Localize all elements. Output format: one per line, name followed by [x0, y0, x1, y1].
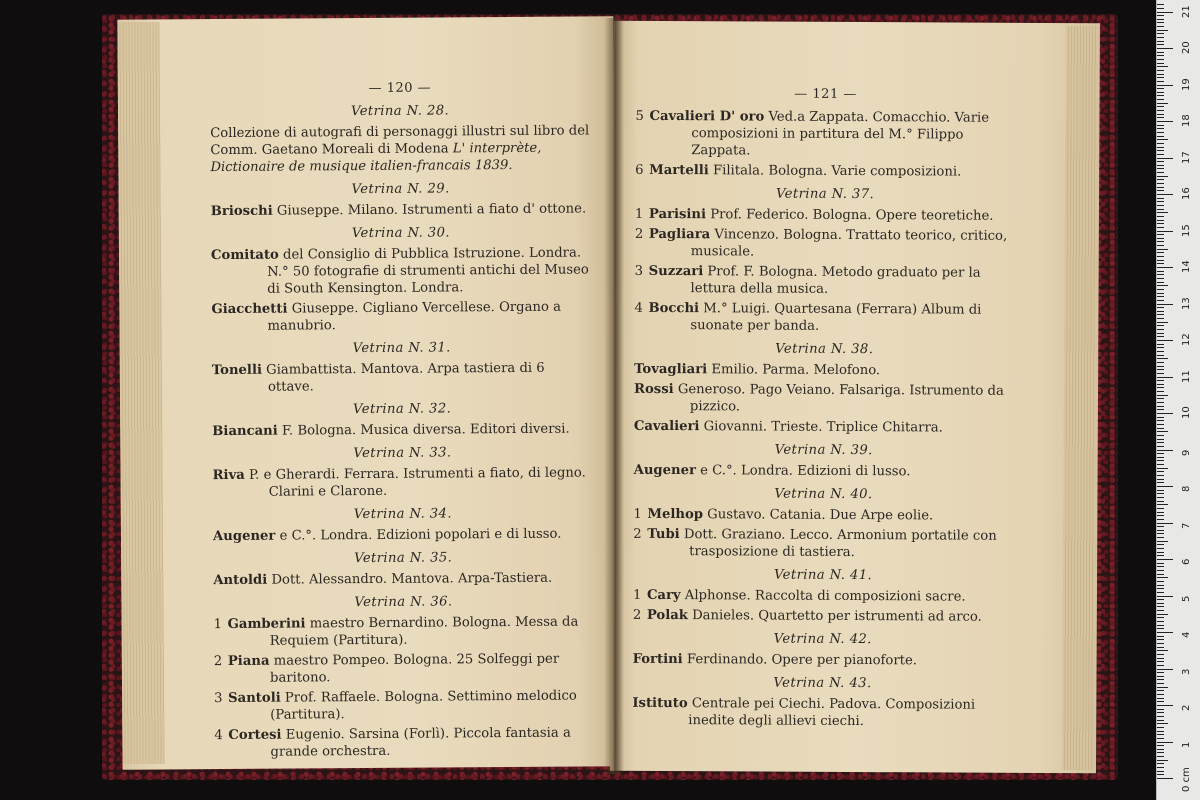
ruler-label: 8 — [1181, 485, 1192, 492]
ruler-tick — [1157, 734, 1164, 735]
ruler-tick — [1157, 282, 1164, 283]
ruler-tick — [1157, 387, 1164, 388]
ruler-tick — [1157, 749, 1164, 750]
ruler-tick — [1157, 241, 1164, 242]
ruler-tick — [1157, 727, 1164, 728]
ruler-tick — [1157, 596, 1173, 597]
ruler-tick — [1157, 712, 1164, 713]
ruler-tick — [1157, 504, 1168, 505]
ruler-tick — [1157, 190, 1164, 191]
ruler-label: 13 — [1181, 296, 1192, 310]
ruler-tick — [1157, 548, 1164, 549]
ruler-tick — [1157, 311, 1164, 312]
ruler-tick — [1157, 698, 1164, 699]
ruler-tick — [1157, 552, 1164, 553]
ruler-tick — [1157, 490, 1164, 491]
ruler-tick — [1157, 26, 1164, 27]
ruler-tick — [1157, 592, 1164, 593]
ruler-tick — [1157, 457, 1164, 458]
ruler-tick — [1157, 369, 1164, 370]
ruler-tick — [1157, 362, 1164, 363]
ruler-tick — [1157, 59, 1164, 60]
ruler-tick — [1157, 690, 1164, 691]
ruler-tick — [1157, 70, 1164, 71]
ruler-tick — [1157, 446, 1164, 447]
vetrina-heading: Vetrina N. 37. — [775, 186, 875, 203]
vetrina-heading: Vetrina N. 42. — [773, 631, 872, 648]
ruler-tick — [1157, 654, 1164, 655]
ruler-tick — [1157, 384, 1164, 385]
ruler-tick — [1157, 358, 1168, 359]
ruler-tick — [1157, 574, 1164, 575]
ruler-tick — [1157, 479, 1164, 480]
vetrina-heading: Vetrina N. 40. — [774, 486, 873, 503]
ruler-tick — [1157, 428, 1164, 429]
ruler-tick — [1157, 95, 1164, 96]
ruler-tick — [1157, 30, 1168, 31]
list-item: Augener e C.°. Londra. Edizioni di lusso. — [633, 462, 911, 480]
ruler-tick — [1157, 41, 1164, 42]
ruler-tick — [1157, 128, 1164, 129]
ruler-tick — [1157, 606, 1164, 607]
ruler-tick — [1157, 435, 1164, 436]
ruler-tick — [1157, 44, 1164, 45]
list-item: 2 Tubi Dott. Graziano. Lecco. Armonium portatile con trasposizione di tastiera. — [633, 526, 997, 561]
ruler-tick — [1157, 212, 1168, 213]
ruler-tick — [1157, 497, 1164, 498]
ruler-label: 11 — [1181, 369, 1192, 383]
ruler-tick — [1157, 260, 1164, 261]
ruler-tick — [1157, 176, 1168, 177]
ruler-label: 16 — [1181, 187, 1192, 200]
ruler-tick — [1157, 533, 1164, 534]
ruler-label: 5 — [1181, 595, 1192, 602]
ruler-label: 9 — [1181, 449, 1192, 456]
vetrina-heading: Vetrina N. 31. — [352, 340, 451, 357]
book-gutter — [604, 18, 624, 774]
list-item: 5 Cavalieri D' oro Ved.a Zappata. Comacchio. Varie composizioni in partitura del M.° Filippo Zappata. — [635, 108, 990, 159]
ruler-label: 14 — [1181, 260, 1192, 273]
ruler-tick — [1157, 526, 1164, 527]
ruler-tick — [1157, 599, 1164, 600]
ruler-tick — [1157, 347, 1164, 348]
ruler-tick — [1157, 147, 1164, 148]
vetrina-heading: Vetrina N. 38. — [775, 341, 874, 358]
list-item: Riva P. e Gherardi. Ferrara. Istrumenti a fiato, di legno. Clarini e Clarone. — [212, 465, 586, 500]
ruler-tick — [1157, 154, 1164, 155]
ruler-tick — [1157, 377, 1173, 378]
ruler-tick — [1157, 139, 1168, 140]
ruler-tick — [1157, 639, 1164, 640]
ruler-tick — [1157, 541, 1168, 542]
ruler-tick — [1157, 194, 1173, 195]
ruler-tick — [1157, 165, 1164, 166]
list-item: 4 Cortesi Eugenio. Sarsina (Forlì). Piccola fantasia a grande orchestra. — [214, 725, 571, 760]
ruler-tick — [1157, 661, 1164, 662]
ruler-label: 17 — [1181, 150, 1192, 164]
ruler-tick — [1157, 172, 1164, 173]
ruler-tick — [1157, 121, 1173, 122]
list-item: 1 Parisini Prof. Federico. Bologna. Opere teoretiche. — [634, 206, 994, 224]
ruler-tick — [1157, 198, 1164, 199]
ruler-tick — [1157, 771, 1164, 772]
ruler-tick — [1157, 285, 1168, 286]
ruler-tick — [1157, 665, 1164, 666]
ruler-tick — [1157, 205, 1164, 206]
ruler-tick — [1157, 464, 1164, 465]
ruler-label: 6 — [1181, 558, 1192, 565]
ruler-tick — [1157, 585, 1164, 586]
ruler-tick — [1157, 92, 1164, 93]
ruler-tick — [1157, 767, 1164, 768]
ruler-tick — [1157, 395, 1168, 396]
list-item: Cavalieri Giovanni. Trieste. Triplice Chitarra. — [633, 418, 943, 436]
ruler-tick — [1157, 676, 1164, 677]
ruler-label: 12 — [1181, 333, 1192, 346]
ruler-tick — [1157, 486, 1173, 487]
ruler-tick — [1157, 720, 1164, 721]
ruler-tick — [1157, 420, 1164, 421]
ruler-tick — [1157, 161, 1164, 162]
vetrina-heading: Vetrina N. 28. — [350, 103, 450, 120]
list-item: Brioschi Giuseppe. Milano. Istrumenti a fiato d' ottone. — [210, 201, 587, 220]
ruler-label: 3 — [1181, 668, 1192, 675]
ruler-tick — [1157, 263, 1164, 264]
vetrina-heading: Vetrina N. 36. — [354, 594, 453, 611]
ruler-tick — [1157, 555, 1164, 556]
ruler-tick — [1157, 760, 1168, 761]
ruler-tick — [1157, 179, 1164, 180]
ruler-tick — [1157, 643, 1164, 644]
ruler-tick — [1157, 110, 1164, 111]
ruler-label: 10 — [1181, 406, 1192, 419]
ruler-tick — [1157, 373, 1164, 374]
list-item: Giacchetti Giuseppe. Cigliano Vercellese. Organo a manubrio. — [211, 299, 562, 334]
ruler-tick — [1157, 563, 1164, 564]
ruler-tick — [1157, 570, 1164, 571]
ruler-tick — [1157, 577, 1168, 578]
ruler-tick — [1157, 296, 1164, 297]
list-item: 2 Pagliara Vincenzo. Bologna. Trattato teorico, critico, musicale. — [634, 226, 1008, 260]
ruler-tick — [1157, 314, 1164, 315]
measuring-ruler — [1156, 0, 1200, 800]
ruler-tick — [1157, 610, 1164, 611]
list-item: 3 Suzzari Prof. F. Bologna. Metodo graduato per la lettura della musica. — [634, 263, 981, 297]
ruler-tick — [1157, 318, 1164, 319]
ruler-tick — [1157, 231, 1173, 232]
ruler-tick — [1157, 8, 1164, 9]
ruler-tick — [1157, 523, 1173, 524]
ruler-tick — [1157, 333, 1164, 334]
ruler-tick — [1157, 453, 1164, 454]
ruler-tick — [1157, 4, 1164, 5]
ruler-tick — [1157, 252, 1164, 253]
ruler-tick — [1157, 475, 1164, 476]
ruler-tick — [1157, 647, 1164, 648]
left-page-text — [210, 78, 595, 764]
ruler-tick — [1157, 238, 1164, 239]
ruler-tick — [1157, 245, 1164, 246]
list-item: Biancani F. Bologna. Musica diversa. Editori diversi. — [212, 421, 570, 440]
ruler-tick — [1157, 293, 1164, 294]
ruler-label: 2 — [1181, 704, 1192, 711]
list-item: Tonelli Giambattista. Mantova. Arpa tastiera di 6 ottave. — [211, 360, 545, 395]
ruler-tick — [1157, 442, 1164, 443]
ruler-tick — [1157, 508, 1164, 509]
ruler-tick — [1157, 763, 1164, 764]
ruler-tick — [1157, 482, 1164, 483]
ruler-tick — [1157, 103, 1168, 104]
ruler-tick — [1157, 220, 1164, 221]
ruler-tick — [1157, 143, 1164, 144]
ruler-tick — [1157, 439, 1164, 440]
ruler-tick — [1157, 778, 1173, 779]
ruler-tick — [1157, 106, 1164, 107]
ruler-label: 18 — [1181, 114, 1192, 127]
list-item: Rossi Generoso. Pago Veiano. Falsariga. Istrumento da pizzico. — [633, 381, 1004, 415]
ruler-tick — [1157, 325, 1164, 326]
ruler-tick — [1157, 15, 1164, 16]
ruler-tick — [1157, 398, 1164, 399]
ruler-tick — [1157, 431, 1168, 432]
ruler-tick — [1157, 256, 1164, 257]
ruler-tick — [1157, 81, 1164, 82]
ruler-tick — [1157, 278, 1164, 279]
ruler-tick — [1157, 391, 1164, 392]
ruler-tick — [1157, 723, 1168, 724]
ruler-tick — [1157, 33, 1164, 34]
ruler-tick — [1157, 709, 1164, 710]
ruler-tick — [1157, 48, 1173, 49]
ruler-tick — [1157, 114, 1164, 115]
ruler-tick — [1157, 209, 1164, 210]
list-item: Tovagliari Emilio. Parma. Melofono. — [634, 361, 881, 379]
ruler-tick — [1157, 672, 1164, 673]
ruler-tick — [1157, 22, 1164, 23]
ruler-tick — [1157, 424, 1164, 425]
ruler-tick — [1157, 77, 1164, 78]
vetrina-heading: Vetrina N. 33. — [353, 445, 452, 462]
right-page-number: — 121 — — [794, 86, 857, 103]
ruler-tick — [1157, 300, 1164, 301]
ruler-tick — [1157, 669, 1173, 670]
ruler-tick — [1157, 742, 1173, 743]
ruler-unit-label: 0 cm — [1181, 767, 1192, 792]
ruler-tick — [1157, 614, 1168, 615]
ruler-tick — [1157, 512, 1164, 513]
list-item: 2 Polak Danieles. Quartetto per istrumenti ad arco. — [632, 607, 982, 625]
ruler-tick — [1157, 183, 1164, 184]
ruler-tick — [1157, 66, 1168, 67]
ruler-tick — [1157, 493, 1164, 494]
ruler-tick — [1157, 85, 1173, 86]
list-item: 1 Cary Alphonse. Raccolta di composizioni sacre. — [632, 587, 966, 605]
list-item: Istituto Centrale pei Ciechi. Padova. Composizioni inedite degli allievi ciechi. — [632, 695, 976, 730]
ruler-tick — [1157, 621, 1164, 622]
ruler-tick — [1157, 132, 1164, 133]
vetrina-heading: Vetrina N. 30. — [351, 225, 450, 242]
ruler-tick — [1157, 355, 1164, 356]
ruler-tick — [1157, 274, 1164, 275]
ruler-tick — [1157, 603, 1164, 604]
ruler-tick — [1157, 413, 1173, 414]
ruler-tick — [1157, 380, 1164, 381]
ruler-tick — [1157, 471, 1164, 472]
ruler-tick — [1157, 530, 1164, 531]
ruler-tick — [1157, 52, 1164, 53]
ruler-tick — [1157, 687, 1168, 688]
ruler-tick — [1157, 304, 1173, 305]
ruler-tick — [1157, 55, 1164, 56]
ruler-tick — [1157, 409, 1164, 410]
ruler-tick — [1157, 187, 1164, 188]
ruler-tick — [1157, 63, 1164, 64]
ruler-tick — [1157, 150, 1164, 151]
ruler-tick — [1157, 168, 1164, 169]
ruler-label: 21 — [1181, 4, 1192, 18]
ruler-tick — [1157, 738, 1164, 739]
list-item: Antoldi Dott. Alessandro. Mantova. Arpa-Tastiera. — [213, 570, 553, 589]
right-page-text — [632, 85, 1015, 734]
ruler-tick — [1157, 234, 1164, 235]
ruler-tick — [1157, 307, 1164, 308]
ruler-tick — [1157, 694, 1164, 695]
ruler-label: 4 — [1181, 631, 1192, 638]
vetrina-heading: Vetrina N. 35. — [354, 550, 453, 567]
ruler-tick — [1157, 501, 1164, 502]
ruler-tick — [1157, 227, 1164, 228]
ruler-tick — [1157, 125, 1164, 126]
vetrina-heading: Vetrina N. 43. — [773, 675, 872, 692]
ruler-tick — [1157, 249, 1168, 250]
vetrina-heading: Vetrina N. 29. — [351, 181, 450, 198]
ruler-tick — [1157, 701, 1164, 702]
ruler-label: 19 — [1181, 77, 1192, 91]
ruler-tick — [1157, 716, 1164, 717]
ruler-tick — [1157, 731, 1164, 732]
ruler-tick — [1157, 566, 1164, 567]
ruler-tick — [1157, 544, 1164, 545]
ruler-tick — [1157, 329, 1164, 330]
ruler-tick — [1157, 223, 1164, 224]
vetrina-heading: Vetrina N. 34. — [353, 506, 452, 523]
ruler-tick — [1157, 271, 1164, 272]
ruler-label: 20 — [1181, 41, 1192, 54]
ruler-tick — [1157, 289, 1164, 290]
ruler-tick — [1157, 650, 1168, 651]
list-item: 1 Gamberini maestro Bernardino. Bologna. Messa da Requiem (Partitura). — [213, 614, 579, 649]
ruler-label: 7 — [1181, 522, 1192, 529]
ruler-tick — [1157, 756, 1164, 757]
ruler-tick — [1157, 351, 1164, 352]
ruler-tick — [1157, 745, 1164, 746]
ruler-tick — [1157, 636, 1164, 637]
ruler-tick — [1157, 340, 1173, 341]
ruler-tick — [1157, 322, 1168, 323]
ruler-tick — [1157, 752, 1164, 753]
ruler-tick — [1157, 336, 1164, 337]
left-page — [117, 16, 618, 769]
ruler-tick — [1157, 201, 1164, 202]
ruler-tick — [1157, 450, 1173, 451]
vetrina-heading: Vetrina N. 41. — [773, 567, 873, 584]
ruler-tick — [1157, 559, 1173, 560]
ruler-label: 1 — [1181, 741, 1192, 748]
ruler-tick — [1157, 37, 1164, 38]
ruler-tick — [1157, 774, 1164, 775]
list-item: Augener e C.°. Londra. Edizioni popolari e di lusso. — [212, 526, 562, 545]
left-page-number: — 120 — — [368, 80, 432, 96]
right-page — [610, 21, 1100, 774]
ruler-tick — [1157, 617, 1164, 618]
ruler-tick — [1157, 515, 1164, 516]
list-item: Comitato del Consiglio di Pubblica Istruzione. Londra. N.° 50 fotografie di strumenti antichi del Museo di South Kensington. Londra. — [210, 245, 589, 297]
list-item: Fortini Ferdinando. Opere per pianoforte. — [632, 651, 918, 669]
ruler-tick — [1157, 216, 1164, 217]
vetrina-heading: Vetrina N. 32. — [352, 401, 452, 418]
ruler-tick — [1157, 628, 1164, 629]
ruler-tick — [1157, 658, 1164, 659]
list-item: 4 Bocchi M.° Luigi. Quartesana (Ferrara) Album di suonate per banda. — [634, 300, 982, 334]
ruler-tick — [1157, 344, 1164, 345]
ruler-tick — [1157, 519, 1164, 520]
ruler-tick — [1157, 417, 1164, 418]
ruler-tick — [1157, 406, 1164, 407]
ruler-tick — [1157, 679, 1164, 680]
list-item: 2 Piana maestro Pompeo. Bologna. 25 Solfeggi per baritono. — [213, 651, 560, 686]
ruler-tick — [1157, 74, 1164, 75]
ruler-tick — [1157, 468, 1168, 469]
list-item: 3 Santoli Prof. Raffaele. Bologna. Settimino melodico (Partitura). — [214, 688, 577, 723]
right-page-edges — [1062, 26, 1098, 770]
ruler-tick — [1157, 158, 1173, 159]
ruler-tick — [1157, 625, 1164, 626]
ruler-tick — [1157, 19, 1164, 20]
list-item: 1 Melhop Gustavo. Catania. Due Arpe eolie. — [633, 506, 934, 524]
ruler-tick — [1157, 581, 1164, 582]
list-item: 6 Martelli Filitala. Bologna. Varie composizioni. — [635, 162, 962, 180]
ruler-tick — [1157, 88, 1164, 89]
left-page-edges — [117, 22, 164, 764]
paragraph: Collezione di autografi di personaggi illustri sul libro del Comm. Gaetano Moreali di Modena L' interprète, Dictionaire de musique italien-francais 1839. — [210, 123, 590, 176]
ruler-tick — [1157, 366, 1164, 367]
ruler-tick — [1157, 99, 1164, 100]
ruler-tick — [1157, 632, 1173, 633]
ruler-tick — [1157, 705, 1173, 706]
ruler-tick — [1157, 267, 1173, 268]
ruler-tick — [1157, 136, 1164, 137]
vetrina-heading: Vetrina N. 39. — [774, 442, 873, 459]
ruler-tick — [1157, 402, 1164, 403]
ruler-label: 15 — [1181, 223, 1192, 237]
ruler-tick — [1157, 537, 1164, 538]
ruler-tick — [1157, 460, 1164, 461]
ruler-tick — [1157, 117, 1164, 118]
ruler-tick — [1157, 588, 1164, 589]
ruler-tick — [1157, 683, 1164, 684]
ruler-tick — [1157, 12, 1173, 13]
